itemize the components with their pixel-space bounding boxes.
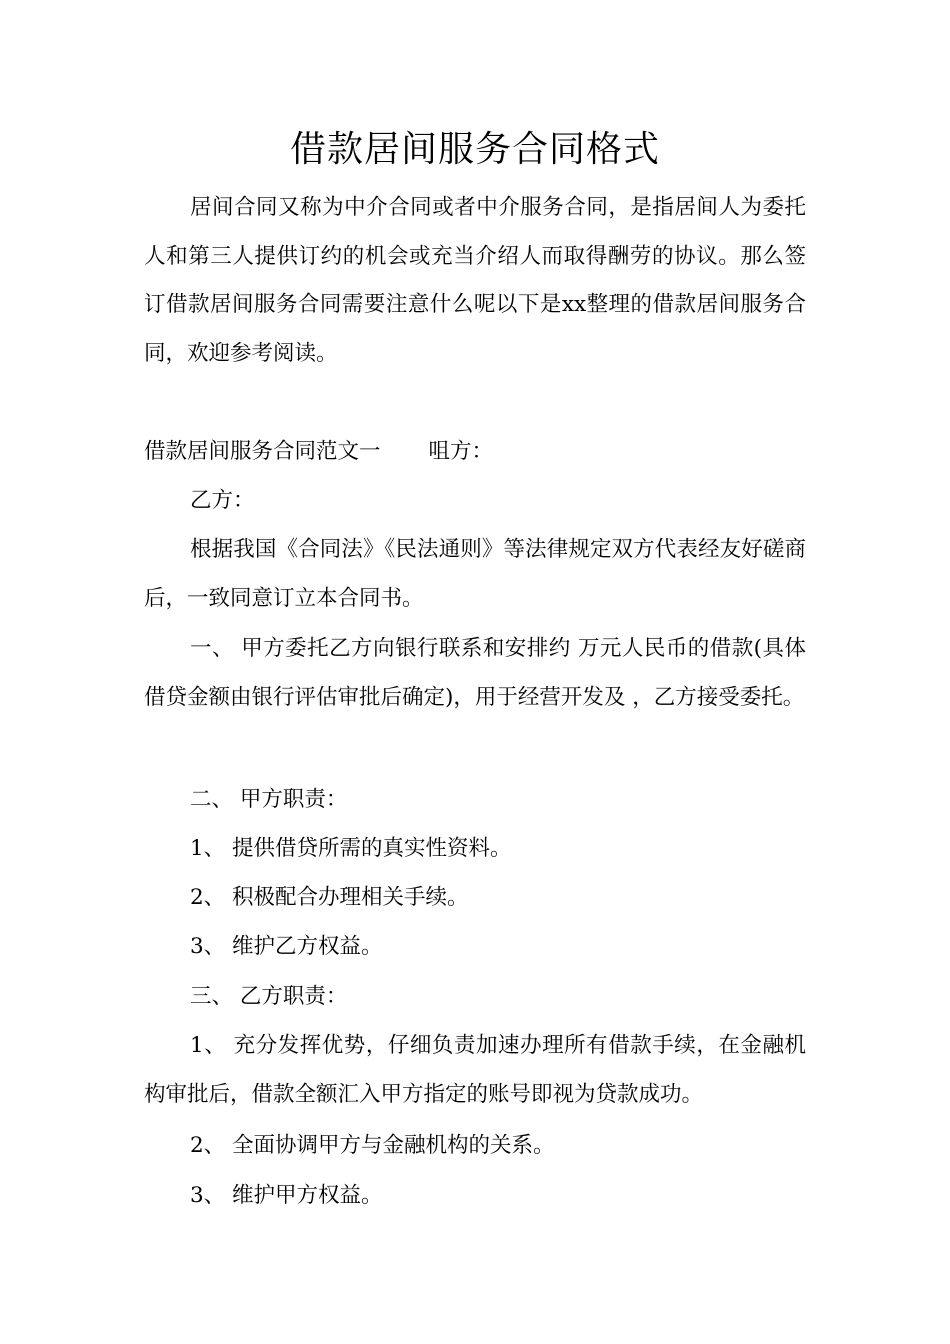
clause-3-item-2: 2、 全面协调甲方与金融机构的关系。: [190, 1133, 555, 1158]
clause-2-item-2: 2、 积极配合办理相关手续。: [190, 885, 469, 910]
sample-heading: 借款居间服务合同范文一: [144, 439, 381, 464]
document-title: 借款居间服务合同格式: [289, 129, 660, 170]
clause-2-item-1: 1、 提供借贷所需的真实性资料。: [190, 836, 512, 861]
preamble-paragraph: 根据我国《合同法》《民法通则》等法律规定双方代表经友好磋商后，一致同意订立本合同书。: [144, 537, 806, 611]
clause-2-item-3: 3、 维护乙方权益。: [190, 934, 383, 959]
party-a-label: 咀方：: [428, 439, 494, 464]
party-b-label: 乙方：: [190, 488, 255, 513]
intro-paragraph: 居间合同又称为中介合同或者中介服务合同，是指居间人为委托人和第三人提供订约的机会或充当介绍人而取得酬劳的协议。那么签订借款居间服务合同需要注意什么呢以下是xx整理的借款居间服务合同，欢迎参考阅读。: [144, 195, 806, 366]
clause-3-item-3: 3、 维护甲方权益。: [190, 1183, 383, 1208]
clause-3-item-1: 1、 充分发挥优势，仔细负责加速办理所有借款手续，在金融机构审批后，借款全额汇入甲方指定的账号即视为贷款成功。: [144, 1033, 806, 1107]
clause-2-heading: 二、 甲方职责：: [190, 787, 348, 812]
clause-3-heading: 三、 乙方职责：: [190, 984, 348, 1009]
clause-1-paragraph: 一、 甲方委托乙方向银行联系和安排约 万元人民币的借款(具体借贷金额由银行评估审批后确定)，用于经营开发及 ，乙方接受委托。: [144, 636, 806, 710]
sample-heading-line: [144, 437, 493, 467]
